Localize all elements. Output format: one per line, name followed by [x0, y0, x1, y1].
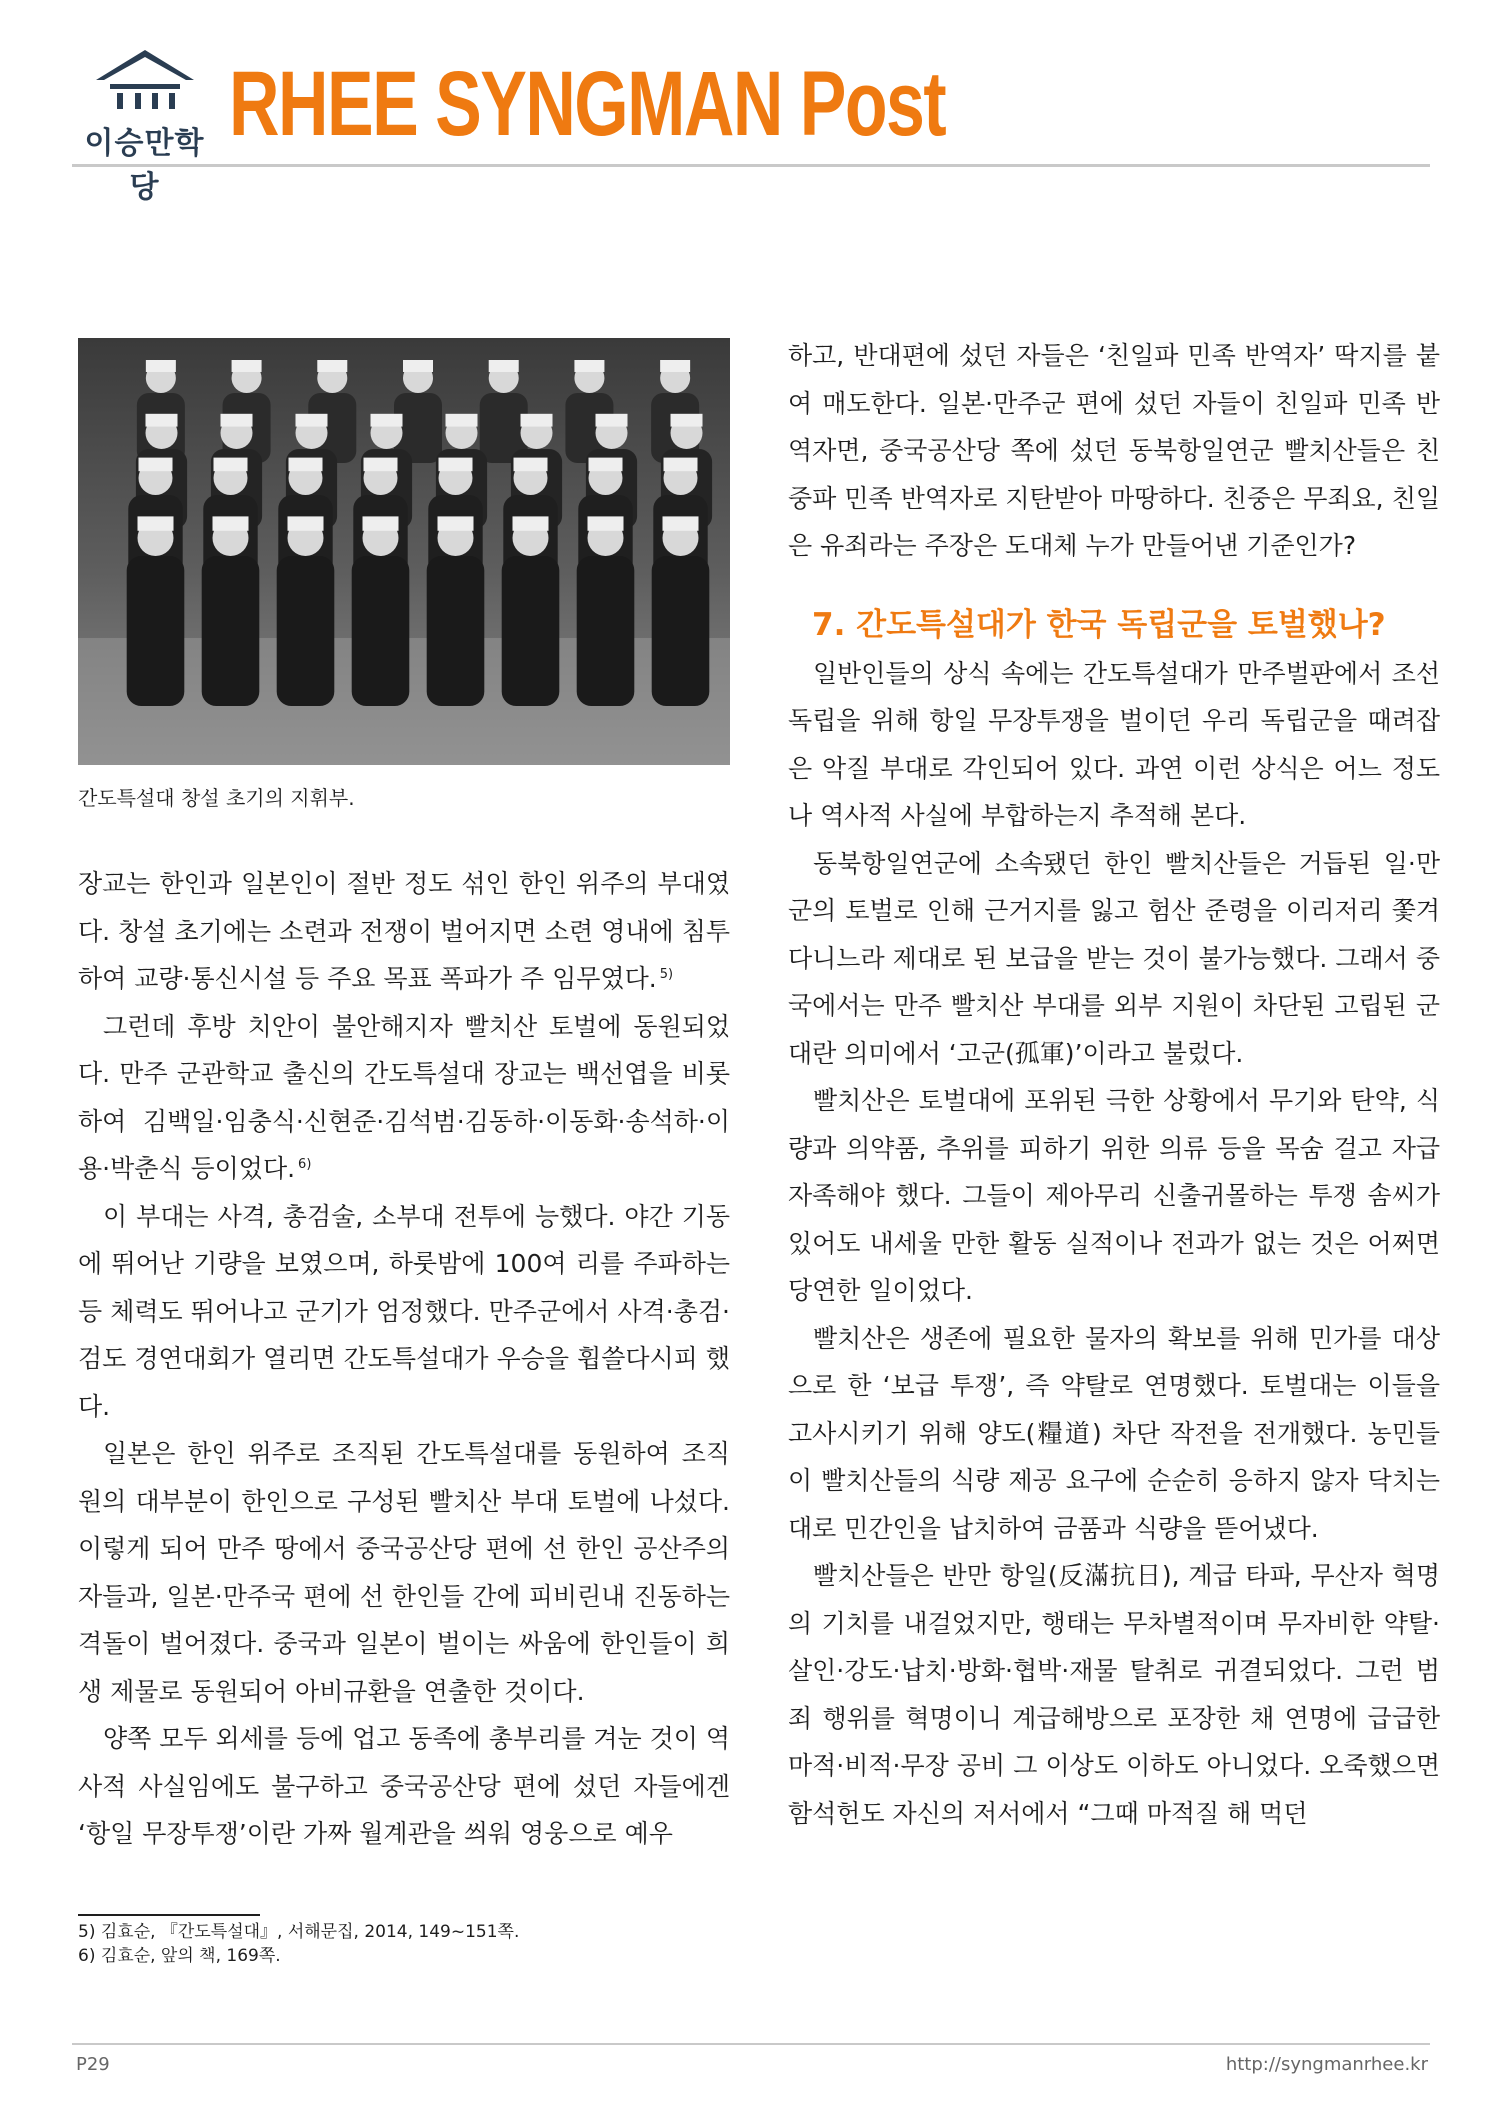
figure-cap — [589, 458, 623, 472]
figure-cap — [596, 414, 628, 427]
figure-cap — [663, 516, 699, 530]
figure-cap — [521, 414, 553, 427]
figure-cap — [146, 360, 176, 372]
logo — [72, 48, 217, 205]
paragraph: 양쪽 모두 외세를 등에 업고 동족에 총부리를 겨눈 것이 역사적 사실임에도 불구하고 중국공산당 편에 섰던 자들에겐 ‘항일 무장투쟁’이란 가짜 월계관을 씌워 영웅으로 예우 — [78, 1724, 730, 1848]
footer-divider — [72, 2043, 1430, 2045]
right-column — [788, 332, 1440, 1837]
figure-body — [577, 556, 635, 706]
footnote-ref: 5) — [659, 966, 674, 982]
figure-cap — [364, 458, 398, 472]
house-icon — [90, 48, 200, 118]
left-column — [78, 860, 730, 1858]
figure-cap — [489, 360, 519, 372]
figure-body — [502, 556, 560, 706]
figure-cap — [371, 414, 403, 427]
figure-body — [652, 556, 710, 706]
figure-cap — [574, 360, 604, 372]
figure-cap — [671, 414, 703, 427]
paragraph: 일반인들의 상식 속에는 간도특설대가 만주벌판에서 조선 독립을 위해 항일 무장투쟁을 벌이던 우리 독립군을 때려잡은 악질 부대로 각인되어 있다. 과연 이런 상식은 어느 정도나 역사적 사실에 부합하는지 추적해 본다. — [788, 658, 1440, 830]
figure-cap — [232, 360, 262, 372]
figure-body — [427, 556, 485, 706]
figure-cap — [289, 458, 323, 472]
figure-cap — [664, 458, 698, 472]
footnotes — [78, 1920, 519, 1968]
paragraph: 빨치산들은 반만 항일(反滿抗日), 계급 타파, 무산자 혁명의 기치를 내걸었지만, 행태는 무차별적이며 무자비한 약탈·살인·강도·납치·방화·협박·재물 탈취로 귀결되었다. 그런 범죄 행위를 혁명이니 계급해방으로 포장한 채 연명에 급급한 마적·비적·무장 공비 그 이상도 이하도 아니었다. 오죽했으면 함석헌도 자신의 저서에서 “그때 마적질 해 먹던 — [788, 1561, 1440, 1828]
paragraph: 동북항일연군에 소속됐던 한인 빨치산들은 거듭된 일·만군의 토벌로 인해 근거지를 잃고 험산 준령을 이리저리 쫓겨 다니느라 제대로 된 보급을 받는 것이 불가능했다. 그래서 중국에서는 만주 빨치산 부대를 외부 지원이 차단된 고립된 군대란 의미에서 ‘고군(孤軍)’이라고 불렀다. — [788, 848, 1440, 1068]
figure-body — [127, 556, 185, 706]
figure-cap — [438, 516, 474, 530]
footnote-ref: 6) — [298, 1156, 312, 1172]
figure-cap — [403, 360, 433, 372]
masthead-title: RHEE SYNGMAN Post — [229, 53, 946, 155]
figure-cap — [439, 458, 473, 472]
historical-group-photo — [78, 338, 730, 765]
figure-cap — [139, 458, 173, 472]
figure-cap — [221, 414, 253, 427]
photo-caption: 간도특설대 창설 초기의 지휘부. — [78, 786, 355, 810]
figure-cap — [214, 458, 248, 472]
figure-body — [277, 556, 335, 706]
figure-cap — [446, 414, 478, 427]
page-number: P29 — [76, 2054, 110, 2075]
paragraph: 이 부대는 사격, 총검술, 소부대 전투에 능했다. 야간 기동에 뛰어난 기량을 보였으며, 하룻밤에 100여 리를 주파하는 등 체력도 뛰어나고 군기가 엄정했다. 만주군에서 사격·총검·검도 경연대회가 열리면 간도특설대가 우승을 휩쓸다시피 했다. — [78, 1201, 730, 1421]
paragraph: 하고, 반대편에 섰던 자들은 ‘친일파 민족 반역자’ 딱지를 붙여 매도한다. 일본·만주군 편에 섰던 자들이 친일파 민족 반역자면, 중국공산당 쪽에 섰던 동북항일연군 빨치산들은 친중파 민족 반역자로 지탄받아 마땅하다. 친중은 무죄요, 친일은 유죄라는 주장은 도대체 누가 만들어낸 기준인가? — [788, 341, 1440, 560]
figure-cap — [288, 516, 324, 530]
figure-body — [202, 556, 260, 706]
footnote-divider — [78, 1914, 260, 1916]
figure-cap — [513, 516, 549, 530]
paragraph: 빨치산은 생존에 필요한 물자의 확보를 위해 민가를 대상으로 한 ‘보급 투쟁’, 즉 약탈로 연명했다. 토벌대는 이들을 고사시키기 위해 양도(糧道) 차단 작전을 전개했다. 농민들이 빨치산들의 식량 제공 요구에 순순히 응하지 않자 닥치는 대로 민간인을 납치하여 금품과 식량을 뜯어냈다. — [788, 1323, 1440, 1543]
paragraph: 장교는 한인과 일본인이 절반 정도 섞인 한인 위주의 부대였다. 창설 초기에는 소련과 전쟁이 벌어지면 소련 영내에 침투하여 교량·통신시설 등 주요 목표 폭파가 주 임무였다. $^{5)}$ — [78, 869, 730, 993]
figure-cap — [660, 360, 690, 372]
figure-cap — [317, 360, 347, 372]
figure-body — [352, 556, 410, 706]
figure-cap — [514, 458, 548, 472]
paragraph: 빨치산은 토벌대에 포위된 극한 상황에서 무기와 탄약, 식량과 의약품, 추위를 피하기 위한 의류 등을 목숨 걸고 자급자족해야 했다. 그들이 제아무리 신출귀몰하는 투쟁 솜씨가 있어도 내세울 만한 활동 실적이나 전과가 없는 것은 어쩌면 당연한 일이었다. — [788, 1086, 1440, 1305]
header-divider — [72, 164, 1430, 167]
figure-cap — [363, 516, 399, 530]
figure-cap — [138, 516, 174, 530]
footnote: 6) 김효순, 앞의 책, 169쪽. — [78, 1946, 281, 1966]
logo-text: 이승만학당 — [84, 126, 205, 205]
figure-cap — [213, 516, 249, 530]
footnote: 5) 김효순, 『간도특설대』, 서해문집, 2014, 149~151쪽. — [78, 1922, 520, 1942]
paragraph: 그런데 후방 치안이 불안해지자 빨치산 토벌에 동원되었다. 만주 군관학교 출신의 간도특설대 장교는 백선엽을 비롯하여 김백일·임충식·신현준·김석범·김동하·이동화·송석하·이용·박춘식 등이었다. $^{6)}$ — [78, 1011, 730, 1183]
page-header — [72, 48, 1430, 205]
paragraph: 일본은 한인 위주로 조직된 간도특설대를 동원하여 조직원의 대부분이 한인으로 구성된 빨치산 부대 토벌에 나섰다. 이렇게 되어 만주 땅에서 중국공산당 편에 선 한인 공산주의자들과, 일본·만주국 편에 선 한인들 간에 피비린내 진동하는 격돌이 벌어졌다. 중국과 일본이 벌이는 싸움에 한인들이 희생 제물로 동원되어 아비규환을 연출한 것이다. — [78, 1439, 730, 1706]
section-heading: 7. 간도특설대가 한국 독립군을 토벌했나? — [812, 606, 1386, 643]
figure-cap — [588, 516, 624, 530]
footer-url[interactable]: http://syngmanrhee.kr — [1225, 2054, 1428, 2075]
figure-cap — [146, 414, 178, 427]
figure-cap — [296, 414, 328, 427]
